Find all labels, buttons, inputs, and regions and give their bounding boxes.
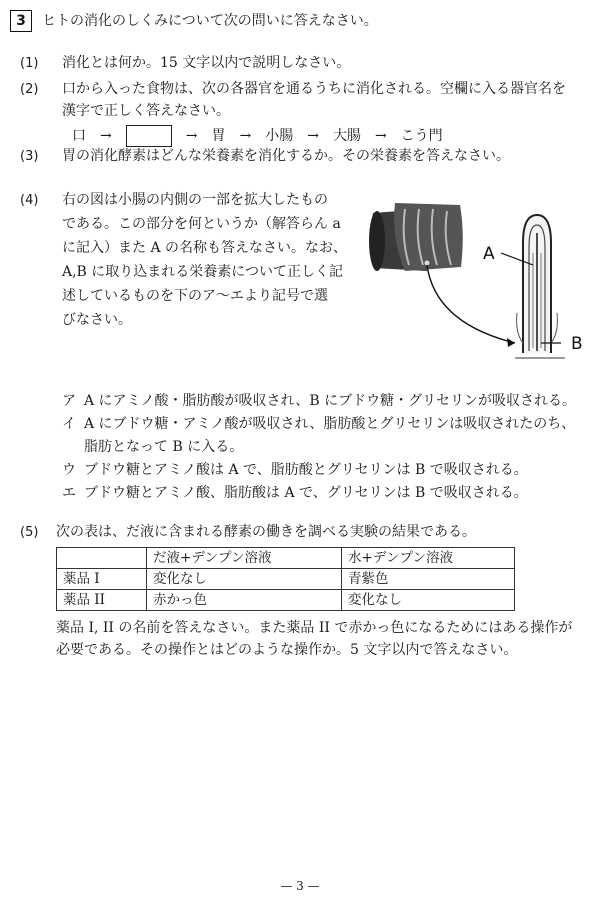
choice-label: ウ: [62, 462, 76, 478]
q4-line: 述しているものを下のア～エより記号で選: [62, 288, 328, 304]
q5-after-line1: 薬品 I, II の名前を答えなさい。また薬品 II で赤かっ色になるためにはある操作が: [56, 620, 573, 636]
table-row: [57, 590, 515, 611]
flow-small-intestine: 小腸: [265, 127, 294, 144]
q4-line: である。この部分を何というか（解答らん a: [62, 216, 341, 232]
answer-blank[interactable]: [126, 125, 172, 147]
table-header-cell: [57, 548, 147, 569]
choice-e: [62, 483, 528, 504]
table-cell: 青紫色: [342, 569, 515, 590]
choice-i-continued: 脂肪となって B に入る。: [84, 439, 244, 455]
pointer-line: [427, 265, 515, 343]
choice-u: [62, 460, 528, 481]
q4-line: びなさい。: [62, 312, 132, 328]
page-number: — 3 —: [280, 879, 320, 893]
choice-text: A にブドウ糖・アミノ酸が吸収され、脂肪酸とグリセリンは吸収されたのち、: [84, 416, 576, 432]
table-cell: 変化なし: [147, 569, 342, 590]
q1-text: 消化とは何か。15 文字以内で説明しなさい。: [62, 55, 351, 71]
flow-large-intestine: 大腸: [332, 127, 361, 144]
choice-label: ア: [62, 393, 76, 409]
arrow-icon: →: [100, 127, 112, 144]
q5-after-line2: 必要である。その操作とはどのような操作か。5 文字以内で答えなさい。: [56, 642, 518, 658]
q3-text: 胃の消化酵素はどんな栄養素を消化するか。その栄養素を答えなさい。: [62, 148, 510, 164]
q2-text-line2: 漢字で正しく答えなさい。: [62, 103, 230, 119]
table-row: [57, 569, 515, 590]
label-b: B: [571, 334, 583, 354]
table-cell: 変化なし: [342, 590, 515, 611]
digestive-flow: [72, 125, 457, 147]
arrow-icon: →: [239, 127, 252, 144]
flow-mouth: 口: [72, 127, 86, 144]
choice-label: イ: [62, 416, 76, 432]
arrow-icon: →: [185, 127, 198, 144]
table-cell: 赤かっ色: [147, 590, 342, 611]
table-cell: 薬品 II: [57, 590, 147, 611]
choice-text: A にアミノ酸・脂肪酸が吸収され、B にブドウ糖・グリセリンが吸収される。: [84, 393, 576, 409]
table-cell: 薬品 I: [57, 569, 147, 590]
arrow-icon: →: [307, 127, 319, 144]
choice-text: ブドウ糖とアミノ酸、脂肪酸は A で、グリセリンは B で吸収される。: [84, 485, 528, 501]
flow-anus: こう門: [400, 127, 443, 144]
q5-number: (5): [20, 525, 39, 540]
q4-line: に記入）また A の名称も答えなさい。なお、: [62, 240, 348, 256]
q1-number: (1): [20, 56, 39, 71]
q2-text-line1: 口から入った食物は、次の各器官を通るうちに消化される。空欄に入る器官名を: [62, 81, 566, 97]
choice-a: [62, 391, 576, 412]
q5-intro: 次の表は、だ液に含まれる酵素の働きを調べる実験の結果である。: [56, 524, 476, 540]
q3-number: (3): [20, 149, 39, 164]
villus-figure: [365, 193, 595, 373]
question-number-box: 3: [10, 10, 32, 32]
q4-number: (4): [20, 193, 39, 208]
table-header-cell: 水+デンプン溶液: [342, 548, 515, 569]
q2-number: (2): [20, 82, 39, 97]
table-header-cell: だ液+デンプン溶液: [147, 548, 342, 569]
table-header-row: [57, 548, 515, 569]
q4-line: A,B に取り込まれる栄養素について正しく記: [62, 264, 344, 280]
choice-text: ブドウ糖とアミノ酸は A で、脂肪酸とグリセリンは B で吸収される。: [84, 462, 528, 478]
choice-i: [62, 414, 575, 435]
flow-stomach: 胃: [211, 127, 226, 144]
small-intestine-section: [369, 203, 463, 271]
question-title: ヒトの消化のしくみについて次の問いに答えなさい。: [42, 13, 378, 29]
arrowhead-icon: [507, 338, 515, 347]
label-a: A: [483, 244, 495, 264]
q4-line: 右の図は小腸の内側の一部を拡大したもの: [62, 192, 328, 208]
experiment-results-table: [56, 547, 515, 611]
villus: [515, 215, 565, 358]
arrow-icon: →: [374, 127, 387, 144]
choice-label: エ: [62, 485, 76, 501]
